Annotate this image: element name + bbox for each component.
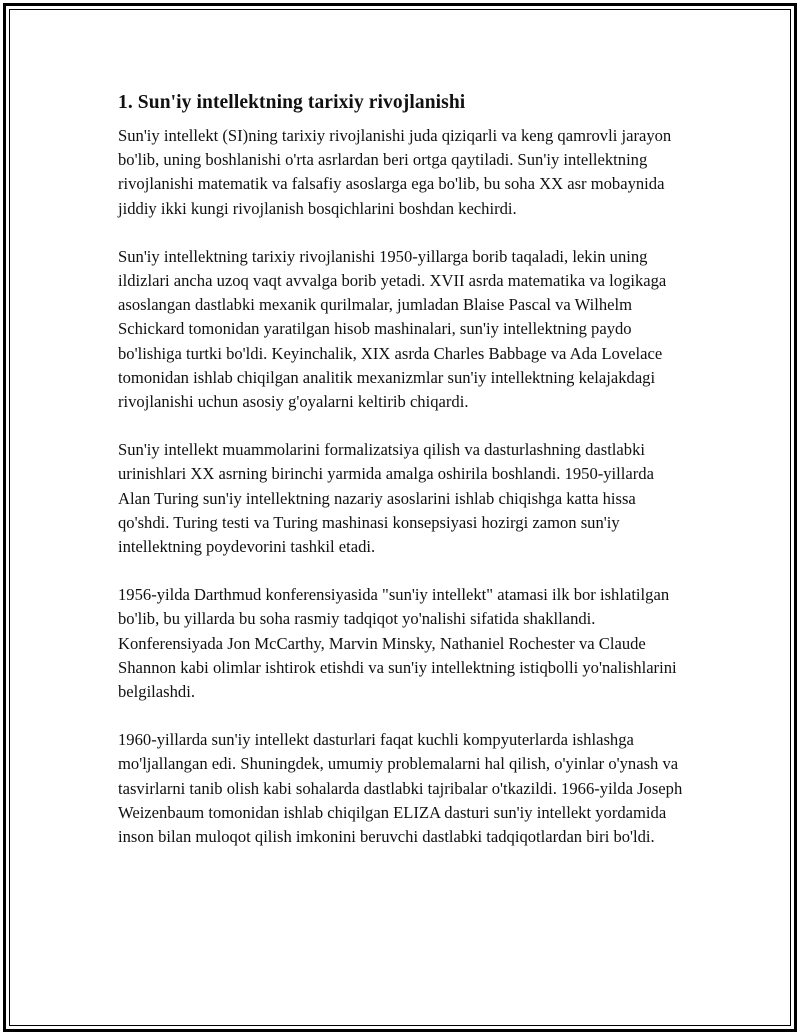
paragraph-4: 1956-yilda Darthmud konferensiyasida "sun'iy intellekt" atamasi ilk bor ishlatilgan bo'lib, bu yillarda bu soha rasmiy tadqiqot yo'nalishi sifatida shakllandi. Konferensiyada Jon McCarthy, Marvin Minsky, Nathaniel Rochester va Claude Shannon kabi olimlar ishtirok etishdi va sun'iy intellektning istiqbolli yo'nalishlarini belgilashdi. [118,585,677,702]
paragraph-2: Sun'iy intellektning tarixiy rivojlanishi 1950-yillarga borib taqaladi, lekin uning ildizlari ancha uzoq vaqt avvalga borib yetadi. XVII asrda matematika va logikaga asoslangan dastlabki mexanik qurilmalar, jumladan Blaise Pascal va Wilhelm Schickard tomonidan yaratilgan hisob mashinalari, sun'iy intellektning paydo bo'lishiga turtki bo'ldi. Keyinchalik, XIX asrda Charles Babbage va Ada Lovelace tomonidan ishlab chiqilgan analitik mexanizmlar sun'iy intellektning kelajakdagi rivojlanishi uchun asosiy g'oyalarni keltirib chiqardi. [118,246,667,412]
section-title: 1. Sun'iy intellektning tarixiy rivojlanishi [118,92,466,113]
document-body [118,90,688,873]
paragraph-5: 1960-yillarda sun'iy intellekt dasturlari faqat kuchli kompyuterlarda ishlashga mo'ljallangan edi. Shuningdek, umumiy problemalarni hal qilish, o'yinlar o'ynash va tasvirlarni tanib olish kabi sohalarda dastlabki tajribalar o'tkazildi. 1966-yilda Joseph Weizenbaum tomonidan ishlab chiqilgan ELIZA dasturi sun'iy intellekt yordamida inson bilan muloqot qilish imkonini beruvchi dastlabki tadqiqotlardan biri bo'ldi. [118,730,683,847]
paragraph-3: Sun'iy intellekt muammolarini formalizatsiya qilish va dasturlashning dastlabki urinishlari XX asrning birinchi yarmida amalga oshirila boshlandi. 1950-yillarda Alan Turing sun'iy intellektning nazariy asoslarini ishlab chiqishga katta hissa qo'shdi. Turing testi va Turing mashinasi konsepsiyasi hozirgi zamon sun'iy intellektning poydevorini tashkil etadi. [118,440,654,557]
paragraph-1: Sun'iy intellekt (SI)ning tarixiy rivojlanishi juda qiziqarli va keng qamrovli jarayon bo'lib, uning boshlanishi o'rta asrlardan beri ortga qaytiladi. Sun'iy intellektning rivojlanishi matematik va falsafiy asoslarga ega bo'lib, bu soha XX asr mobaynida jiddiy ikki kungi rivojlanish bosqichlarini boshdan kechirdi. [118,126,672,218]
